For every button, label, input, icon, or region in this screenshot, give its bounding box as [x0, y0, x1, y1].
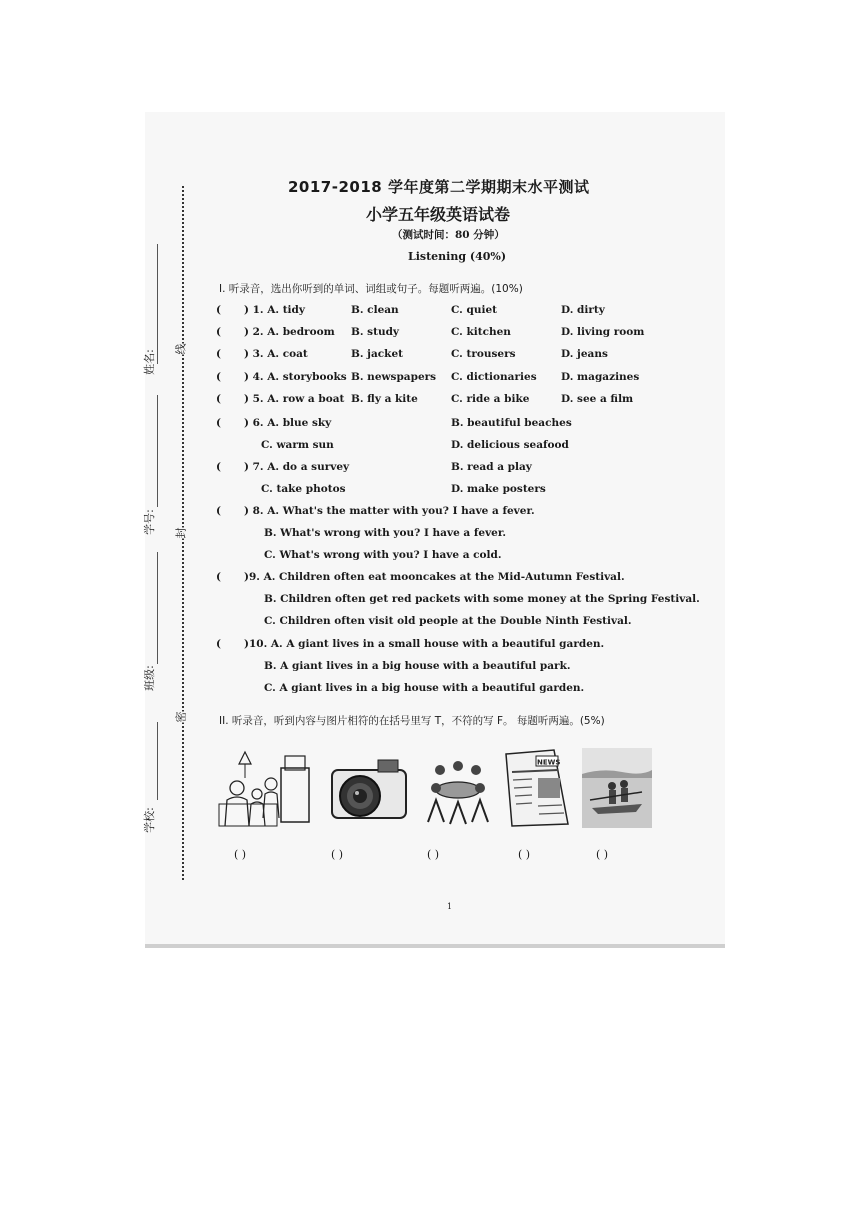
- option-c: C. kitchen: [451, 326, 511, 338]
- answer-paren[interactable]: (: [216, 417, 221, 429]
- seal-char-seal: 封: [172, 528, 190, 539]
- answer-paren[interactable]: (: [216, 461, 221, 473]
- option-d: D. jeans: [561, 348, 608, 360]
- option-a: ) 2. A. bedroom: [244, 326, 335, 338]
- option-c: C. Children often visit old people at the Double Ninth Festival.: [264, 615, 632, 627]
- exam-subtitle: 小学五年级英语试卷: [366, 205, 511, 224]
- option-d: D. living room: [561, 326, 645, 338]
- answer-box[interactable]: ( ): [331, 848, 344, 861]
- option-b: B. Children often get red packets with some money at the Spring Festival.: [264, 593, 700, 605]
- option-a: ) 6. A. blue sky: [244, 417, 332, 429]
- name-blank-line: [157, 244, 158, 364]
- class-blank-line: [157, 552, 158, 664]
- answer-paren[interactable]: (: [216, 326, 221, 338]
- option-b: B. A giant lives in a big house with a beautiful park.: [264, 660, 571, 672]
- option-d: D. delicious seafood: [451, 439, 569, 451]
- answer-paren[interactable]: (: [216, 348, 221, 360]
- option-b: B. jacket: [351, 348, 403, 360]
- option-b: B. beautiful beaches: [451, 417, 572, 429]
- answer-box[interactable]: ( ): [427, 848, 440, 861]
- option-a: ) 1. A. tidy: [244, 304, 305, 316]
- answer-box[interactable]: ( ): [596, 848, 609, 861]
- option-a: ) 7. A. do a survey: [244, 461, 350, 473]
- name-label: 姓名:: [142, 349, 156, 375]
- answer-paren[interactable]: (: [216, 393, 221, 405]
- option-b: B. fly a kite: [351, 393, 418, 405]
- family-tv-picture: [215, 748, 313, 828]
- option-d: D. dirty: [561, 304, 605, 316]
- option-b: B. read a play: [451, 461, 532, 473]
- answer-paren[interactable]: (: [216, 571, 221, 583]
- section-heading: Listening (40%): [408, 250, 507, 263]
- option-c: C. dictionaries: [451, 371, 537, 383]
- option-c: C. warm sun: [261, 439, 334, 451]
- answer-paren[interactable]: (: [216, 371, 221, 383]
- class-label: 班级:: [142, 665, 156, 691]
- option-a: )9. A. Children often eat mooncakes at the Mid-Autumn Festival.: [244, 571, 625, 583]
- answer-paren[interactable]: (: [216, 304, 221, 316]
- answer-paren[interactable]: (: [216, 505, 221, 517]
- option-b: B. clean: [351, 304, 399, 316]
- scan-edge: [145, 944, 725, 948]
- option-c: C. trousers: [451, 348, 516, 360]
- option-c: C. What's wrong with you? I have a cold.: [264, 549, 502, 561]
- camera-picture: [328, 748, 410, 828]
- page-number: 1: [447, 902, 453, 911]
- option-b: B. newspapers: [351, 371, 437, 383]
- school-blank-line: [157, 722, 158, 800]
- seal-char-secret: 密: [172, 712, 190, 723]
- answer-paren[interactable]: (: [216, 638, 221, 650]
- option-a: ) 8. A. What's the matter with you? I have a fever.: [244, 505, 535, 517]
- option-a: ) 4. A. storybooks: [244, 371, 347, 383]
- part1-instruction: I. 听录音，选出你听到的单词、词组或句子。每题听两遍。(10%): [219, 283, 523, 295]
- rowing-boat-picture: [582, 748, 652, 828]
- answer-box[interactable]: ( ): [518, 848, 531, 861]
- option-b: B. study: [351, 326, 400, 338]
- option-a: ) 3. A. coat: [244, 348, 308, 360]
- newspaper-picture: [502, 748, 572, 828]
- exam-title: 2017-2018 学年度第二学期期末水平测试: [288, 178, 590, 196]
- news-masthead: NEWS: [537, 758, 561, 767]
- seal-char-line: 线: [172, 344, 190, 355]
- option-b: B. What's wrong with you? I have a fever.: [264, 527, 507, 539]
- option-a: )10. A. A giant lives in a small house with a beautiful garden.: [244, 638, 605, 650]
- option-d: D. magazines: [561, 371, 640, 383]
- answer-box[interactable]: ( ): [234, 848, 247, 861]
- option-a: ) 5. A. row a boat: [244, 393, 345, 405]
- option-c: C. quiet: [451, 304, 497, 316]
- option-c: C. A giant lives in a big house with a beautiful garden.: [264, 682, 585, 694]
- school-label: 学校:: [142, 807, 156, 833]
- option-d: D. make posters: [451, 483, 546, 495]
- group-meeting-picture: [418, 748, 498, 828]
- part2-instruction: II. 听录音，听到内容与图片相符的在括号里写 T，不符的写 F。 每题听两遍。(5%): [219, 715, 605, 727]
- option-c: C. take photos: [261, 483, 346, 495]
- option-c: C. ride a bike: [451, 393, 530, 405]
- student-id-blank-line: [157, 395, 158, 507]
- time-note: （测试时间：80 分钟）: [392, 229, 505, 241]
- student-id-label: 学号:: [142, 509, 156, 535]
- option-d: D. see a film: [561, 393, 634, 405]
